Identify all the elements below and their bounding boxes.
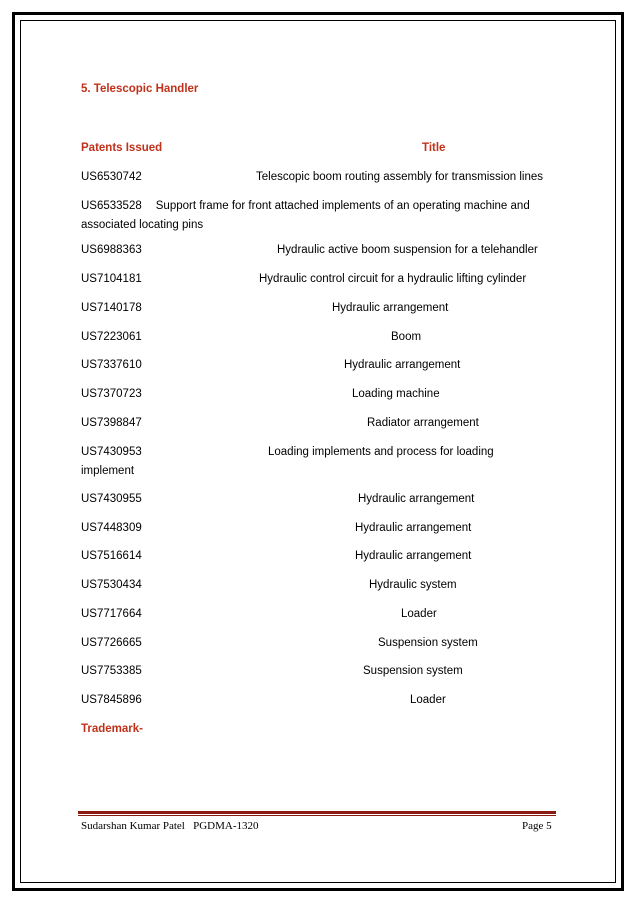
footer-author: Sudarshan Kumar Patel PGDMA-1320 <box>81 820 259 832</box>
patent-number: US6533528 <box>81 200 142 212</box>
patent-number: US7104181 <box>81 273 142 285</box>
footer-rule-thin <box>78 815 556 816</box>
patent-number: US6988363 <box>81 244 142 256</box>
patent-number: US6530742 <box>81 171 142 183</box>
patent-number: US7845896 <box>81 694 142 706</box>
patent-title-continued: implement <box>81 465 135 477</box>
patent-title: Suspension system <box>378 637 478 649</box>
patent-number: US7530434 <box>81 579 142 591</box>
patent-number: US7753385 <box>81 665 142 677</box>
patent-title: Hydraulic control circuit for a hydraulic lifting cylinder <box>259 273 527 285</box>
patent-title: Hydraulic arrangement <box>355 550 472 562</box>
patent-title: Hydraulic arrangement <box>344 359 461 371</box>
patent-title: Hydraulic arrangement <box>332 302 449 314</box>
patent-title: Loading machine <box>352 388 440 400</box>
patent-title: Hydraulic arrangement <box>358 493 475 505</box>
patent-number: US7448309 <box>81 522 142 534</box>
patent-title: Radiator arrangement <box>367 417 479 429</box>
patent-title: Suspension system <box>363 665 463 677</box>
patent-number: US7370723 <box>81 388 142 400</box>
patent-number: US7726665 <box>81 637 142 649</box>
column-header-title: Title <box>422 142 446 154</box>
patent-title: Loading implements and process for loading <box>268 446 494 458</box>
patent-number: US7337610 <box>81 359 142 371</box>
patent-number: US7223061 <box>81 331 142 343</box>
patent-number: US7717664 <box>81 608 142 620</box>
patent-title: Loader <box>410 694 446 706</box>
trademark-heading: Trademark- <box>81 723 144 735</box>
footer-page-number: Page 5 <box>522 820 552 832</box>
patent-title: Boom <box>391 331 422 343</box>
patent-number: US7140178 <box>81 302 142 314</box>
patent-title: Hydraulic arrangement <box>355 522 472 534</box>
patent-number: US7430955 <box>81 493 142 505</box>
section-heading: 5. Telescopic Handler <box>81 83 199 95</box>
patent-title: Hydraulic system <box>369 579 457 591</box>
patent-title: Hydraulic active boom suspension for a telehandler <box>277 244 538 256</box>
patent-title: Support frame for front attached implements of an operating machine and associated locating pins <box>81 200 530 231</box>
patent-number: US7398847 <box>81 417 142 429</box>
patent-row-wrapped <box>81 197 556 235</box>
footer-rule-thick <box>78 811 556 814</box>
column-header-patents: Patents Issued <box>81 142 163 154</box>
patent-title: Telescopic boom routing assembly for transmission lines <box>256 171 543 183</box>
patent-number: US7430953 <box>81 446 142 458</box>
patent-number: US7516614 <box>81 550 142 562</box>
patent-title: Loader <box>401 608 437 620</box>
